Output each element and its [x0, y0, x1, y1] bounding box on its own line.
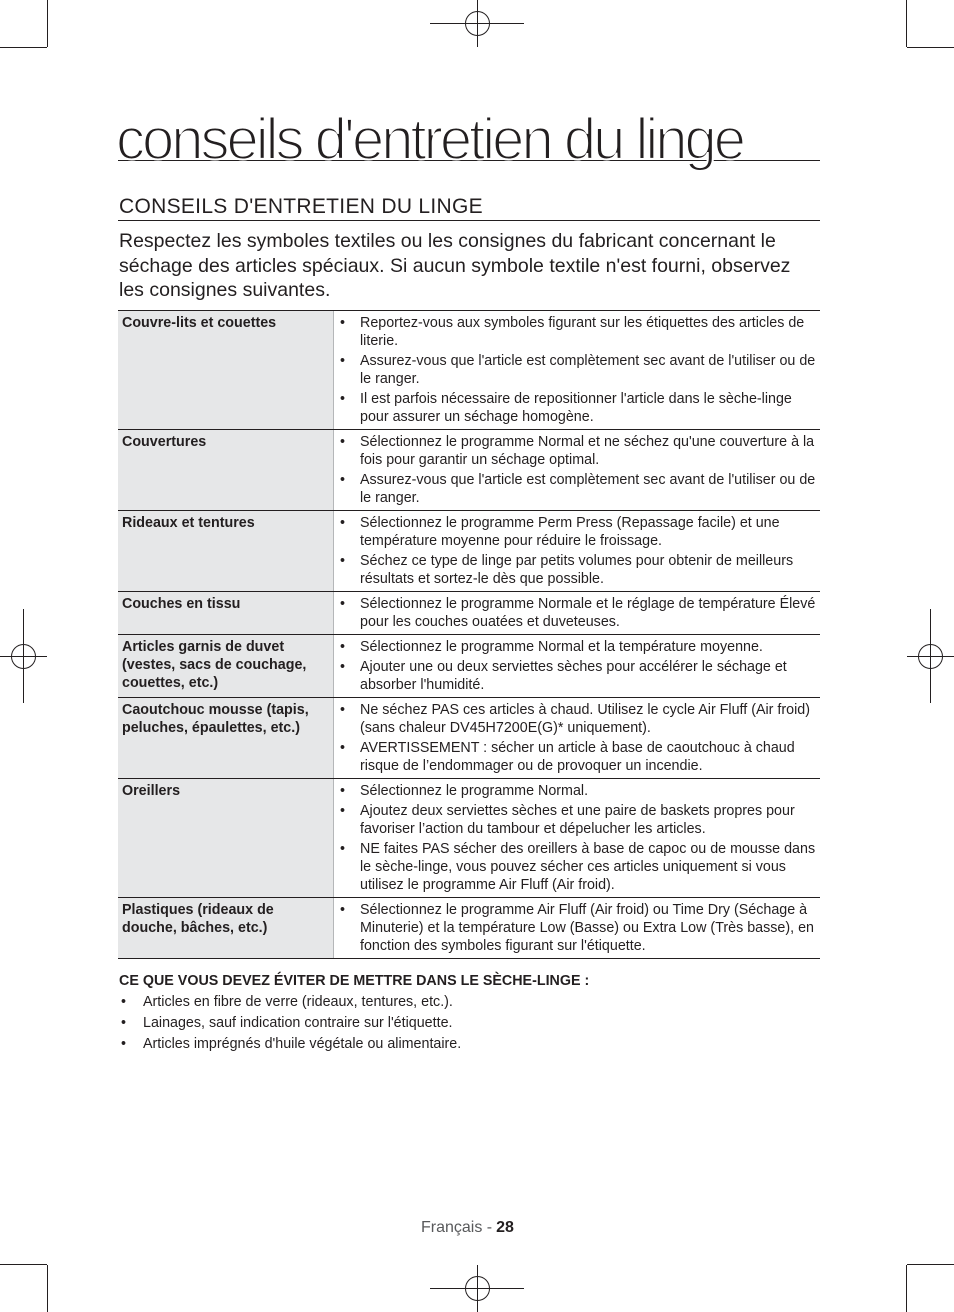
instruction-text: AVERTISSEMENT : sécher un article à base de caoutchouc à chaud risque de l’endommager ou de provoquer un incendie.: [360, 740, 795, 774]
bullet-icon: •: [340, 472, 346, 488]
instruction-text: Assurez-vous que l'article est complètement sec avant de l'utiliser ou de le ranger.: [360, 472, 816, 506]
footer-language: Français -: [421, 1219, 493, 1236]
avoid-list: [118, 992, 820, 1055]
avoid-item: [118, 992, 820, 1013]
instruction-item: [340, 638, 818, 656]
row-label: Rideaux et tentures: [118, 511, 334, 591]
instruction-item: [340, 552, 818, 588]
instruction-text: Reportez-vous aux symboles figurant sur les étiquettes des articles de literie.: [360, 315, 805, 349]
instruction-text: Ne séchez PAS ces articles à chaud. Utilisez le cycle Air Fluff (Air froid) (sans chaleur DV45H7200E(G)* uniquement).: [360, 702, 810, 736]
avoid-item-text: Articles imprégnés d'huile végétale ou alimentaire.: [143, 1036, 462, 1052]
instruction-item: [340, 901, 818, 955]
bullet-icon: •: [340, 434, 346, 450]
table-row: [118, 898, 820, 959]
table-row: [118, 635, 820, 698]
row-instructions: [334, 592, 820, 634]
avoid-item-text: Articles en fibre de verre (rideaux, tentures, etc.).: [143, 994, 453, 1010]
table-row: [118, 592, 820, 635]
care-table: [118, 310, 820, 959]
row-instructions: [334, 430, 820, 510]
page-number: 28: [496, 1219, 514, 1236]
instruction-item: [340, 390, 818, 426]
row-label: Couvertures: [118, 430, 334, 510]
table-row: [118, 698, 820, 779]
bullet-icon: •: [121, 1015, 127, 1031]
bullet-icon: •: [340, 902, 346, 918]
instruction-item: [340, 514, 818, 550]
bullet-icon: •: [121, 994, 127, 1010]
row-instructions: [334, 511, 820, 591]
instruction-text: Assurez-vous que l'article est complètement sec avant de l'utiliser ou de le ranger.: [360, 353, 816, 387]
bullet-icon: •: [340, 740, 346, 756]
bullet-icon: •: [340, 315, 346, 331]
avoid-item-text: Lainages, sauf indication contraire sur l'étiquette.: [143, 1015, 453, 1031]
main-content: [118, 310, 820, 1055]
row-label: Caoutchouc mousse (tapis, peluches, épaulettes, etc.): [118, 698, 334, 778]
table-row: [118, 511, 820, 592]
bullet-icon: •: [340, 639, 346, 655]
instruction-item: [340, 433, 818, 469]
instruction-text: Ajouter une ou deux serviettes sèches pour accélérer le séchage et absorber l'humidité.: [360, 659, 787, 693]
row-instructions: [334, 698, 820, 778]
bullet-icon: •: [340, 515, 346, 531]
instruction-item: [340, 782, 818, 800]
registration-mark-bottom-icon: [430, 1265, 524, 1312]
instruction-item: [340, 802, 818, 838]
avoid-heading: CE QUE VOUS DEVEZ ÉVITER DE METTRE DANS LE SÈCHE-LINGE :: [119, 973, 590, 989]
bullet-icon: •: [340, 391, 346, 407]
instruction-item: [340, 314, 818, 350]
row-label: Plastiques (rideaux de douche, bâches, etc.): [118, 898, 334, 958]
page-footer: [421, 1217, 514, 1239]
section-heading: CONSEILS D'ENTRETIEN DU LINGE: [119, 195, 483, 218]
row-label: Couches en tissu: [118, 592, 334, 634]
instruction-item: [340, 352, 818, 388]
table-row: [118, 779, 820, 898]
bullet-icon: •: [340, 841, 346, 857]
row-label: Couvre-lits et couettes: [118, 311, 334, 429]
bullet-icon: •: [340, 702, 346, 718]
instruction-item: [340, 658, 818, 694]
registration-mark-top-icon: [430, 0, 524, 47]
page-title: conseils d'entretien du linge: [116, 107, 743, 172]
avoid-item: [118, 1034, 820, 1055]
bullet-icon: •: [121, 1036, 127, 1052]
instruction-text: Séchez ce type de linge par petits volumes pour obtenir de meilleurs résultats et sortez-le dès que possible.: [360, 553, 794, 587]
section-rule: [118, 220, 820, 221]
table-row: [118, 430, 820, 511]
row-instructions: [334, 779, 820, 897]
registration-mark-left-icon: [0, 609, 47, 703]
avoid-item: [118, 1013, 820, 1034]
bullet-icon: •: [340, 596, 346, 612]
row-instructions: [334, 311, 820, 429]
instruction-text: Sélectionnez le programme Normal.: [360, 783, 589, 799]
instruction-text: Sélectionnez le programme Normal et la température moyenne.: [360, 639, 763, 655]
instruction-item: [340, 739, 818, 775]
row-label: Articles garnis de duvet (vestes, sacs de couchage, couettes, etc.): [118, 635, 334, 697]
bullet-icon: •: [340, 803, 346, 819]
intro-paragraph: Respectez les symboles textiles ou les consignes du fabricant concernant le séchage des articles spéciaux. Si aucun symbole textile n'est fourni, observez les consignes suivantes.: [119, 230, 791, 301]
row-instructions: [334, 898, 820, 958]
table-row: [118, 311, 820, 430]
instruction-text: NE faites PAS sécher des oreillers à base de capoc ou de mousse dans le sèche-linge, vous pouvez sécher ces articles uniquement si vous utilisez le programme Air Fluff (Air froid).: [360, 841, 816, 893]
avoid-section: [118, 971, 820, 1055]
instruction-item: [340, 595, 818, 631]
bullet-icon: •: [340, 353, 346, 369]
bullet-icon: •: [340, 553, 346, 569]
row-instructions: [334, 635, 820, 697]
registration-mark-right-icon: [907, 609, 954, 703]
instruction-text: Sélectionnez le programme Normal et ne séchez qu'une couverture à la fois pour garantir un séchage optimal.: [360, 434, 815, 468]
row-label: Oreillers: [118, 779, 334, 897]
instruction-item: [340, 471, 818, 507]
instruction-item: [340, 840, 818, 894]
instruction-text: Sélectionnez le programme Normale et le réglage de température Élevé pour les couches ouatées et duveteuses.: [360, 596, 816, 630]
bullet-icon: •: [340, 783, 346, 799]
instruction-text: Il est parfois nécessaire de repositionner l'article dans le sèche-linge pour assurer un séchage homogène.: [360, 391, 792, 425]
instruction-item: [340, 701, 818, 737]
instruction-text: Ajoutez deux serviettes sèches et une paire de baskets propres pour favoriser l’action du tambour et dépelucher les articles.: [360, 803, 795, 837]
instruction-text: Sélectionnez le programme Perm Press (Repassage facile) et une température moyenne pour réduire le froissage.: [360, 515, 780, 549]
bullet-icon: •: [340, 659, 346, 675]
instruction-text: Sélectionnez le programme Air Fluff (Air froid) ou Time Dry (Séchage à Minuterie) et la température Low (Basse) ou Extra Low (Très basse), en fonction des symboles figurant sur l'étiquette.: [360, 902, 814, 954]
